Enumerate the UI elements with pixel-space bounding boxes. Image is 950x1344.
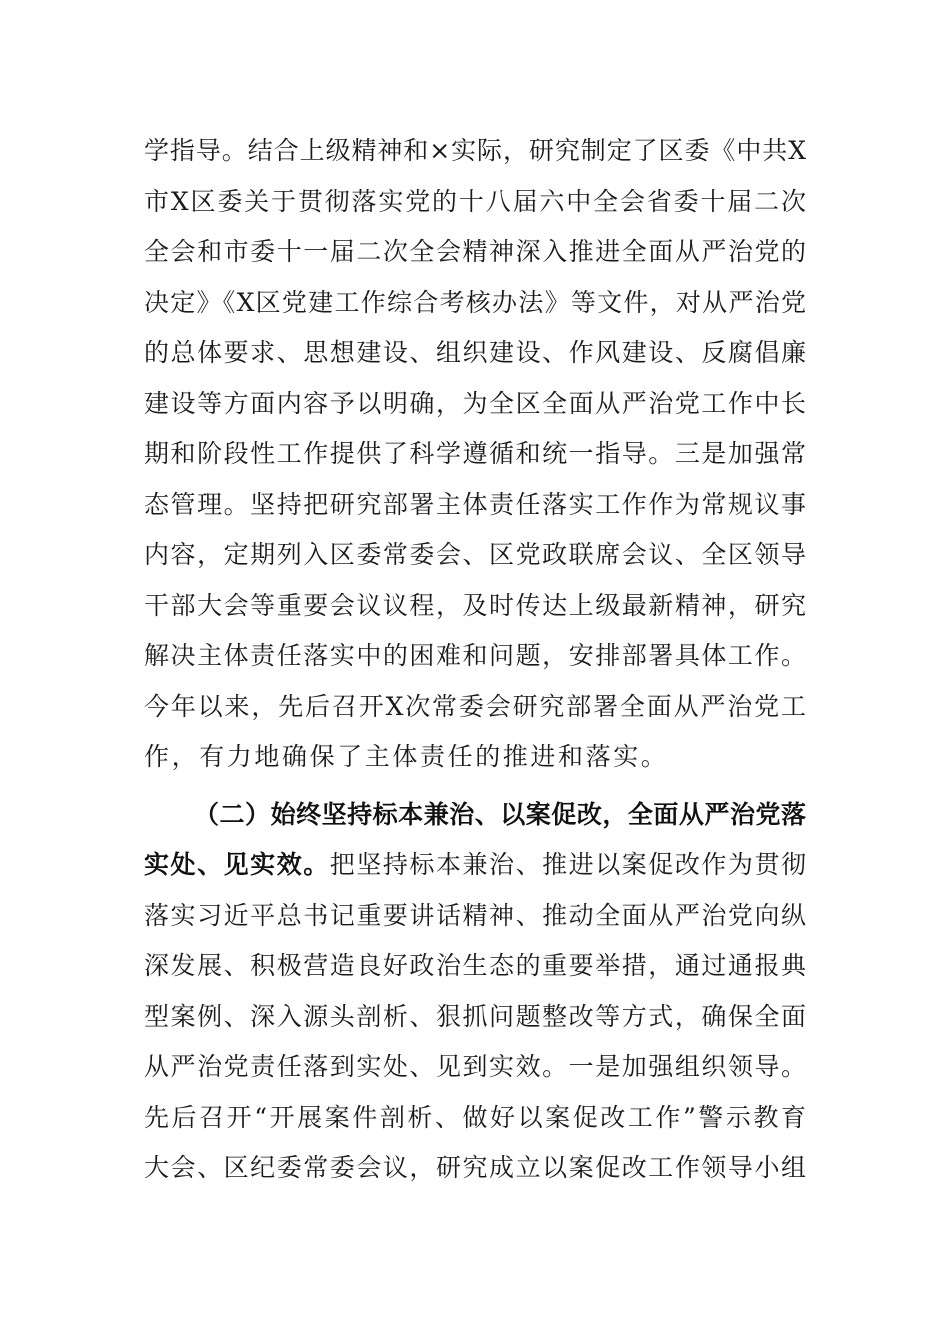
document-body <box>144 126 806 1194</box>
paragraph-spacer <box>144 783 806 790</box>
text-line: 落实习近平总书记重要讲话精神、推动全面从严治党向纵 <box>144 900 806 930</box>
text-line: 深发展、积极营造良好政治生态的重要举措，通过通报典 <box>144 951 806 980</box>
text-line: 全会和市委十一届二次全会精神深入推进全面从严治党的 <box>144 237 806 266</box>
text-line: 干部大会等重要会议议程，及时传达上级最新精神，研究 <box>144 590 806 620</box>
paragraph-2 <box>144 790 806 1194</box>
text-line: 决定》《X区党建工作综合考核办法》等文件，对从严治党 <box>144 287 806 317</box>
text-line: 的总体要求、思想建设、组织建设、作风建设、反腐倡廉 <box>144 338 806 367</box>
text-line: 今年以来，先后召开X次常委会研究部署全面从严治党工 <box>144 691 806 721</box>
text-line: 型案例、深入源头剖析、狠抓问题整改等方式，确保全面 <box>144 1001 806 1031</box>
section-heading-continued: 实处、见实效。 <box>144 850 330 879</box>
text-line: 先后召开“开展案件剖析、做好以案促改工作”警示教育 <box>144 1102 806 1132</box>
section-heading: （二）始终坚持标本兼治、以案促改，全面从严治党落 <box>194 799 806 829</box>
text-line: 建设等方面内容予以明确，为全区全面从严治党工作中长 <box>144 388 806 418</box>
text-line: 学指导。结合上级精神和×实际，研究制定了区委《中共X <box>144 136 806 165</box>
text-line: 大会、区纪委常委会议，研究成立以案促改工作领导小组 <box>144 1153 806 1182</box>
text-segment: 把坚持标本兼治、推进以案促改作为贯彻 <box>329 850 806 879</box>
text-line: 从严治党责任落到实处、见到实效。一是加强组织领导。 <box>144 1052 806 1081</box>
text-line: 作，有力地确保了主体责任的推进和落实。 <box>144 742 669 771</box>
text-line: 市X区委关于贯彻落实党的十八届六中全会省委十届二次 <box>144 186 806 216</box>
text-line: 解决主体责任落实中的困难和问题，安排部署具体工作。 <box>144 641 806 670</box>
paragraph-1 <box>144 126 806 783</box>
text-line: 期和阶段性工作提供了科学遵循和统一指导。三是加强常 <box>144 439 806 468</box>
text-line: 内容，定期列入区委常委会、区党政联席会议、全区领导 <box>144 540 806 569</box>
text-line: 态管理。坚持把研究部署主体责任落实工作作为常规议事 <box>144 489 806 519</box>
text-line <box>144 840 806 891</box>
